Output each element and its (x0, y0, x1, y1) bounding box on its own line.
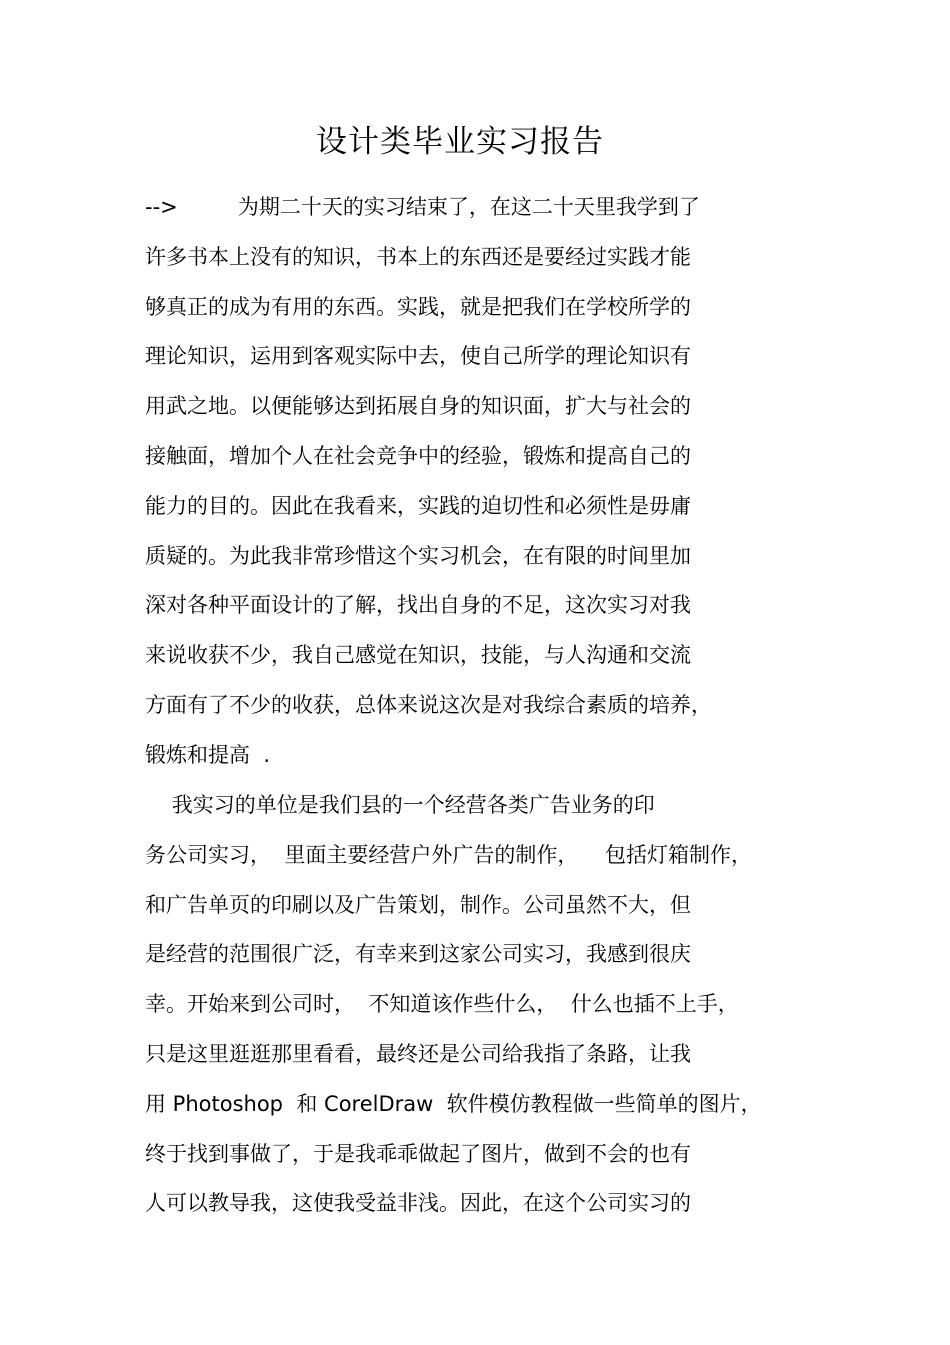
text-line: 终于找到事做了，于是我乖乖做起了图片，做到不会的也有 (145, 1141, 691, 1166)
text-line: 是经营的范围很广泛，有幸来到这家公司实习，我感到很庆 (145, 942, 691, 967)
text-line: 只是这里逛逛那里看看，最终还是公司给我指了条路，让我 (145, 1041, 691, 1066)
text-line: 接触面，增加个人在社会竞争中的经验，锻炼和提高自己的 (145, 443, 691, 468)
document-title: 设计类毕业实习报告 (316, 124, 604, 160)
text-line: 幸。开始来到公司时， 不知道该作些什么， 什么也插不上手， (145, 992, 739, 1017)
text-line: --> 为期二十天的实习结束了，在这二十天里我学到了 (145, 195, 700, 219)
paragraph-2 (145, 781, 805, 1230)
text-line: 来说收获不少，我自己感觉在知识，技能，与人沟通和交流 (145, 643, 691, 668)
text-line: 用 Photoshop 和 CorelDraw 软件模仿教程做一些简单的图片， (145, 1091, 762, 1116)
paragraph-1 (145, 183, 805, 781)
text-line: 和广告单页的印刷以及广告策划，制作。公司虽然不大，但 (145, 892, 691, 917)
text-line: 我实习的单位是我们县的一个经营各类广告业务的印 (145, 792, 655, 817)
text-line: 深对各种平面设计的了解，找出自身的不足，这次实习对我 (145, 593, 691, 618)
text-line: 用武之地。以便能够达到拓展自身的知识面，扩大与社会的 (145, 394, 691, 419)
text-line: 能力的目的。因此在我看来，实践的迫切性和必须性是毋庸 (145, 493, 691, 518)
text-line: 质疑的。为此我非常珍惜这个实习机会，在有限的时间里加 (145, 543, 691, 568)
text-line: 理论知识，运用到客观实际中去，使自己所学的理论知识有 (145, 344, 691, 369)
text-line: 人可以教导我，这使我受益非浅。因此，在这个公司实习的 (145, 1191, 691, 1216)
text-line: 务公司实习， 里面主要经营户外广告的制作， 包括灯箱制作， (145, 842, 753, 867)
text-line: 够真正的成为有用的东西。实践，就是把我们在学校所学的 (145, 294, 691, 319)
document-body (145, 183, 805, 1229)
text-line: 锻炼和提高 . (145, 742, 271, 767)
text-line: 方面有了不少的收获，总体来说这次是对我综合素质的培养， (145, 692, 712, 717)
text-line: 许多书本上没有的知识，书本上的东西还是要经过实践才能 (145, 244, 691, 269)
